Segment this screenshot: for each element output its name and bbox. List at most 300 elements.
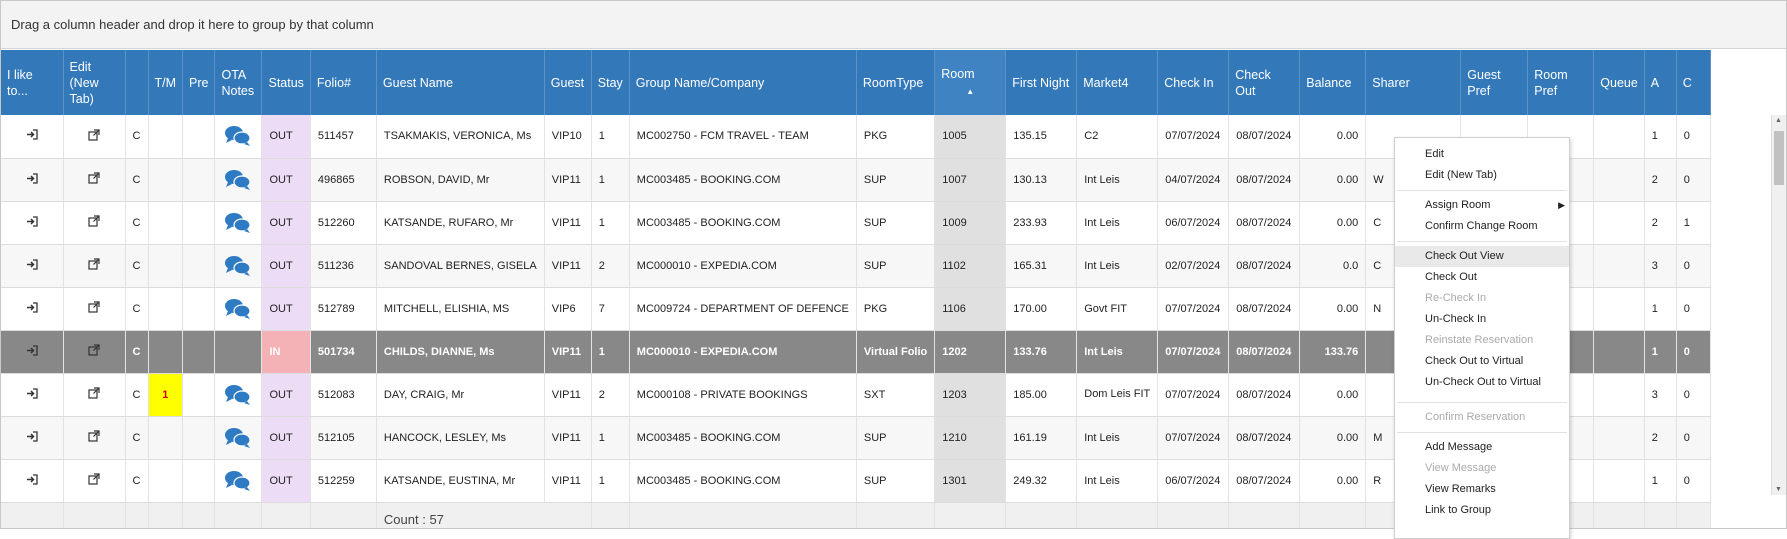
cell-balance: 0.0	[1300, 244, 1366, 287]
cell-room: 1106	[935, 287, 1006, 330]
cell-guest-name: KATSANDE, RUFARO, Mr	[376, 201, 544, 244]
cell-first-night: 249.32	[1006, 459, 1077, 502]
cell-check-in: 04/07/2024	[1158, 158, 1229, 201]
cell-market: Int Leis	[1077, 201, 1158, 244]
chat-bubbles-icon[interactable]	[224, 259, 252, 271]
cell-ota[interactable]	[215, 158, 262, 201]
cell-children: 0	[1676, 416, 1710, 459]
sign-in-icon[interactable]	[26, 131, 38, 143]
cell-sharer: C	[1366, 201, 1461, 244]
col-header-c[interactable]: C	[1676, 50, 1710, 115]
col-header-edit-new-tab[interactable]: Edit (New Tab)	[63, 50, 125, 115]
chat-bubbles-icon[interactable]	[224, 431, 252, 443]
cell-balance: 0.00	[1300, 416, 1366, 459]
footer-cell	[629, 502, 856, 529]
sign-in-icon[interactable]	[26, 390, 38, 402]
edit-new-tab-action[interactable]	[63, 330, 125, 373]
cell-folio: 512259	[310, 459, 376, 502]
col-header-guest[interactable]: Guest	[544, 50, 591, 115]
check-in-action[interactable]	[1, 201, 63, 244]
cell-market: Dom Leis FIT	[1077, 373, 1158, 416]
cell-market: C2	[1077, 115, 1158, 158]
edit-new-tab-action[interactable]	[63, 416, 125, 459]
cell-tm	[148, 244, 183, 287]
cell-company: MC003485 - BOOKING.COM	[629, 158, 856, 201]
cell-sharer: M	[1366, 416, 1461, 459]
cell-room: 1005	[935, 115, 1006, 158]
cell-check-out: 08/07/2024	[1229, 201, 1300, 244]
cell-check-in: 07/07/2024	[1158, 373, 1229, 416]
menu-separator	[1397, 432, 1567, 433]
col-header-a[interactable]: A	[1644, 50, 1676, 115]
col-header-folio[interactable]: Folio#	[310, 50, 376, 115]
cell-c: C	[125, 287, 148, 330]
cell-ota[interactable]	[215, 373, 262, 416]
menu-item-re-check-in: Re-Check In	[1425, 292, 1487, 304]
cell-stay: 7	[591, 287, 629, 330]
cell-first-night: 170.00	[1006, 287, 1077, 330]
cell-children: 1	[1676, 201, 1710, 244]
cell-folio: 512083	[310, 373, 376, 416]
vertical-scrollbar[interactable]	[1771, 115, 1786, 495]
cell-pre	[183, 158, 215, 201]
cell-ota[interactable]	[215, 115, 262, 158]
col-header-check-out[interactable]: Check Out	[1229, 50, 1300, 115]
footer-cell	[1006, 502, 1077, 529]
cell-check-out: 08/07/2024	[1229, 373, 1300, 416]
cell-queue	[1594, 459, 1645, 502]
cell-stay: 1	[591, 115, 629, 158]
footer-cell	[125, 502, 148, 529]
cell-first-night: 233.93	[1006, 201, 1077, 244]
col-header-balance[interactable]: Balance	[1300, 50, 1366, 115]
cell-adults: 2	[1644, 416, 1676, 459]
chat-bubbles-icon[interactable]	[224, 173, 252, 185]
col-header-tm[interactable]: T/M	[148, 50, 183, 115]
check-in-action[interactable]	[1, 158, 63, 201]
cell-check-in: 07/07/2024	[1158, 330, 1229, 373]
cell-tm: 1	[148, 373, 183, 416]
cell-guest-name: SANDOVAL BERNES, GISELA	[376, 244, 544, 287]
cell-children: 0	[1676, 459, 1710, 502]
cell-room-type: SUP	[856, 459, 934, 502]
menu-item-confirm-change-room[interactable]: Confirm Change Room	[1425, 220, 1538, 232]
cell-folio: 512260	[310, 201, 376, 244]
edit-new-tab-action[interactable]	[63, 287, 125, 330]
col-header-room-type[interactable]: RoomType	[856, 50, 934, 115]
cell-room-type: SUP	[856, 158, 934, 201]
cell-sharer: R	[1366, 459, 1461, 502]
footer-cell	[148, 502, 183, 529]
edit-new-tab-action[interactable]	[63, 459, 125, 502]
edit-new-tab-action[interactable]	[63, 244, 125, 287]
cell-adults: 1	[1644, 330, 1676, 373]
cell-children: 0	[1676, 373, 1710, 416]
scroll-down-icon[interactable]: ▼	[1775, 486, 1782, 493]
cell-sharer: C	[1366, 244, 1461, 287]
col-header-blank[interactable]	[125, 50, 148, 115]
sort-ascending-icon: ▲	[966, 86, 975, 96]
cell-pre	[183, 373, 215, 416]
menu-item-un-check-out-to-virtual[interactable]: Un-Check Out to Virtual	[1425, 376, 1541, 388]
cell-status: OUT	[262, 459, 310, 502]
cell-adults: 1	[1644, 287, 1676, 330]
check-in-action[interactable]	[1, 373, 63, 416]
external-link-icon[interactable]	[88, 433, 100, 445]
cell-c: C	[125, 201, 148, 244]
cell-company: MC009724 - DEPARTMENT OF DEFENCE	[629, 287, 856, 330]
col-header-queue[interactable]: Queue	[1594, 50, 1645, 115]
cell-pre	[183, 416, 215, 459]
cell-stay: 1	[591, 330, 629, 373]
external-link-icon[interactable]	[88, 304, 100, 316]
cell-adults: 1	[1644, 459, 1676, 502]
cell-stay: 1	[591, 459, 629, 502]
cell-first-night: 165.31	[1006, 244, 1077, 287]
footer-cell	[935, 502, 1006, 529]
footer-cell	[1077, 502, 1158, 529]
cell-first-night: 161.19	[1006, 416, 1077, 459]
cell-adults: 3	[1644, 373, 1676, 416]
footer-cell	[1300, 502, 1366, 529]
col-header-room-label: Room	[941, 66, 975, 81]
col-header-i-like-to[interactable]: I like to...	[1, 50, 63, 115]
cell-children: 0	[1676, 158, 1710, 201]
col-header-market4[interactable]: Market4	[1077, 50, 1158, 115]
sign-in-icon[interactable]	[26, 261, 38, 273]
menu-item-add-message[interactable]: Add Message	[1425, 441, 1493, 453]
cell-tm	[148, 416, 183, 459]
cell-first-night: 133.76	[1006, 330, 1077, 373]
cell-c: C	[125, 416, 148, 459]
col-header-group-company[interactable]: Group Name/Company	[629, 50, 856, 115]
footer-cell	[215, 502, 262, 529]
cell-pre	[183, 287, 215, 330]
footer-cell	[1, 502, 63, 529]
cell-queue	[1594, 201, 1645, 244]
col-header-stay[interactable]: Stay	[591, 50, 629, 115]
cell-market: Govt FIT	[1077, 287, 1158, 330]
cell-queue	[1594, 330, 1645, 373]
cell-guest: VIP11	[544, 373, 591, 416]
cell-pre	[183, 330, 215, 373]
cell-market: Int Leis	[1077, 158, 1158, 201]
cell-stay: 2	[591, 244, 629, 287]
cell-c: C	[125, 459, 148, 502]
record-count: Count : 57	[383, 511, 444, 527]
cell-tm	[148, 115, 183, 158]
cell-room: 1202	[935, 330, 1006, 373]
external-link-icon[interactable]	[88, 347, 100, 359]
cell-folio: 512789	[310, 287, 376, 330]
edit-new-tab-action[interactable]	[63, 158, 125, 201]
col-header-guest-pref[interactable]: Guest Pref	[1461, 50, 1528, 115]
menu-item-link-to-group[interactable]: Link to Group	[1425, 504, 1492, 516]
cell-guest-name: KATSANDE, EUSTINA, Mr	[376, 459, 544, 502]
cell-folio: 511236	[310, 244, 376, 287]
cell-pre	[183, 459, 215, 502]
cell-company: MC002750 - FCM TRAVEL - TEAM	[629, 115, 856, 158]
footer-cell	[183, 502, 215, 529]
cell-first-night: 130.13	[1006, 158, 1077, 201]
cell-adults: 2	[1644, 158, 1676, 201]
check-in-action[interactable]	[1, 330, 63, 373]
cell-balance: 0.00	[1300, 459, 1366, 502]
cell-guest: VIP11	[544, 459, 591, 502]
cell-folio: 496865	[310, 158, 376, 201]
cell-ota[interactable]	[215, 459, 262, 502]
cell-queue	[1594, 416, 1645, 459]
footer-cell	[856, 502, 934, 529]
cell-guest: VIP10	[544, 115, 591, 158]
footer-count-cell	[376, 502, 591, 529]
cell-check-out: 08/07/2024	[1229, 115, 1300, 158]
cell-tm	[148, 158, 183, 201]
cell-guest: VIP11	[544, 244, 591, 287]
menu-item-check-out-to-virtual[interactable]: Check Out to Virtual	[1425, 355, 1524, 367]
cell-guest: VIP11	[544, 330, 591, 373]
col-header-pre[interactable]: Pre	[183, 50, 215, 115]
cell-guest: VIP11	[544, 158, 591, 201]
cell-check-in: 06/07/2024	[1158, 201, 1229, 244]
external-link-icon[interactable]	[88, 175, 100, 187]
footer-cell	[1229, 502, 1300, 529]
cell-check-in: 07/07/2024	[1158, 416, 1229, 459]
cell-status: OUT	[262, 373, 310, 416]
cell-guest: VIP11	[544, 416, 591, 459]
cell-status: OUT	[262, 201, 310, 244]
cell-company: MC003485 - BOOKING.COM	[629, 459, 856, 502]
menu-item-view-message: View Message	[1425, 462, 1497, 474]
cell-room-type: SUP	[856, 416, 934, 459]
row-context-menu	[1394, 137, 1570, 539]
cell-pre	[183, 244, 215, 287]
cell-ota[interactable]	[215, 201, 262, 244]
cell-guest: VIP6	[544, 287, 591, 330]
sign-in-icon[interactable]	[26, 347, 38, 359]
cell-stay: 2	[591, 373, 629, 416]
cell-room: 1007	[935, 158, 1006, 201]
cell-guest-name: DAY, CRAIG, Mr	[376, 373, 544, 416]
footer-cell	[1644, 502, 1676, 529]
col-header-room[interactable]	[935, 50, 1006, 115]
cell-company: MC003485 - BOOKING.COM	[629, 201, 856, 244]
external-link-icon[interactable]	[88, 132, 100, 144]
cell-check-in: 06/07/2024	[1158, 459, 1229, 502]
cell-room-type: SUP	[856, 201, 934, 244]
cell-tm	[148, 330, 183, 373]
cell-balance: 0.00	[1300, 201, 1366, 244]
edit-new-tab-action[interactable]	[63, 373, 125, 416]
cell-company: MC003485 - BOOKING.COM	[629, 416, 856, 459]
external-link-icon[interactable]	[88, 476, 100, 488]
sign-in-icon[interactable]	[26, 218, 38, 230]
menu-item-edit[interactable]: Edit	[1425, 148, 1444, 160]
external-link-icon[interactable]	[88, 218, 100, 230]
menu-item-check-out-view[interactable]: Check Out View	[1395, 246, 1569, 267]
cell-status: OUT	[262, 158, 310, 201]
cell-room-type: Virtual Folio	[856, 330, 934, 373]
cell-stay: 1	[591, 158, 629, 201]
menu-item-assign-room[interactable]	[1395, 195, 1569, 216]
cell-check-out: 08/07/2024	[1229, 459, 1300, 502]
external-link-icon[interactable]	[88, 261, 100, 273]
cell-queue	[1594, 244, 1645, 287]
cell-check-in: 07/07/2024	[1158, 287, 1229, 330]
cell-pre	[183, 115, 215, 158]
cell-company: MC000108 - PRIVATE BOOKINGS	[629, 373, 856, 416]
menu-separator	[1397, 241, 1567, 242]
cell-check-out: 08/07/2024	[1229, 416, 1300, 459]
cell-market: Int Leis	[1077, 330, 1158, 373]
check-in-action[interactable]	[1, 244, 63, 287]
cell-children: 0	[1676, 287, 1710, 330]
cell-tm	[148, 459, 183, 502]
chat-bubbles-icon[interactable]	[224, 216, 252, 228]
cell-pre	[183, 201, 215, 244]
cell-stay: 1	[591, 201, 629, 244]
sign-in-icon[interactable]	[26, 433, 38, 445]
menu-item-edit-new-tab[interactable]: Edit (New Tab)	[1425, 169, 1497, 181]
menu-item-assign-room-label: Assign Room	[1425, 199, 1491, 211]
cell-ota[interactable]	[215, 244, 262, 287]
footer-cell	[262, 502, 310, 529]
scroll-up-icon[interactable]: ▲	[1775, 117, 1782, 124]
cell-children: 0	[1676, 330, 1710, 373]
sign-in-icon[interactable]	[26, 304, 38, 316]
cell-market: Int Leis	[1077, 244, 1158, 287]
cell-folio: 512105	[310, 416, 376, 459]
cell-status: IN	[262, 330, 310, 373]
cell-folio: 501734	[310, 330, 376, 373]
cell-ota[interactable]	[215, 416, 262, 459]
cell-tm	[148, 201, 183, 244]
footer-cell	[1158, 502, 1229, 529]
col-header-room-pref[interactable]: Room Pref	[1528, 50, 1594, 115]
cell-guest-name: MITCHELL, ELISHIA, MS	[376, 287, 544, 330]
cell-sharer: W	[1366, 158, 1461, 201]
cell-ota[interactable]	[215, 330, 262, 373]
cell-queue	[1594, 287, 1645, 330]
check-in-action[interactable]	[1, 459, 63, 502]
col-header-first-night[interactable]: First Night	[1006, 50, 1077, 115]
cell-room: 1009	[935, 201, 1006, 244]
cell-balance: 0.00	[1300, 115, 1366, 158]
cell-room-type: SUP	[856, 244, 934, 287]
sign-in-icon[interactable]	[26, 476, 38, 488]
cell-status: OUT	[262, 416, 310, 459]
cell-room: 1301	[935, 459, 1006, 502]
chat-bubbles-icon[interactable]	[224, 388, 252, 400]
submenu-arrow-icon: ▶	[1558, 200, 1565, 210]
cell-first-night: 185.00	[1006, 373, 1077, 416]
cell-tm	[148, 287, 183, 330]
cell-adults: 2	[1644, 201, 1676, 244]
cell-market: Int Leis	[1077, 459, 1158, 502]
menu-separator	[1397, 190, 1567, 191]
col-header-sharer[interactable]: Sharer	[1366, 50, 1461, 115]
cell-room: 1210	[935, 416, 1006, 459]
cell-children: 0	[1676, 244, 1710, 287]
cell-room-type: SXT	[856, 373, 934, 416]
cell-status: OUT	[262, 115, 310, 158]
cell-company: MC000010 - EXPEDIA.COM	[629, 244, 856, 287]
cell-check-out: 08/07/2024	[1229, 158, 1300, 201]
edit-new-tab-action[interactable]	[63, 115, 125, 158]
cell-c: C	[125, 244, 148, 287]
cell-balance: 133.76	[1300, 330, 1366, 373]
cell-guest-name: CHILDS, DIANNE, Ms	[376, 330, 544, 373]
cell-check-in: 02/07/2024	[1158, 244, 1229, 287]
footer-cell	[591, 502, 629, 529]
col-header-guest-name[interactable]: Guest Name	[376, 50, 544, 115]
footer-cell	[1676, 502, 1710, 529]
cell-status: OUT	[262, 244, 310, 287]
menu-item-view-remarks[interactable]: View Remarks	[1425, 483, 1496, 495]
footer-cell	[310, 502, 376, 529]
cell-c: C	[125, 158, 148, 201]
footer-cell	[1594, 502, 1645, 529]
check-in-action[interactable]	[1, 115, 63, 158]
chat-bubbles-icon[interactable]	[224, 130, 252, 142]
cell-status: OUT	[262, 287, 310, 330]
cell-room-type: PKG	[856, 115, 934, 158]
chat-bubbles-icon[interactable]	[224, 474, 252, 486]
cell-room-type: PKG	[856, 287, 934, 330]
cell-ota[interactable]	[215, 287, 262, 330]
cell-c: C	[125, 330, 148, 373]
cell-c: C	[125, 373, 148, 416]
cell-room: 1102	[935, 244, 1006, 287]
header-row	[1, 50, 1710, 115]
check-in-action[interactable]	[1, 416, 63, 459]
cell-stay: 1	[591, 416, 629, 459]
group-by-drop-zone[interactable]	[1, 1, 1786, 49]
cell-check-out: 08/07/2024	[1229, 287, 1300, 330]
cell-balance: 0.00	[1300, 373, 1366, 416]
scrollbar-thumb[interactable]	[1774, 131, 1784, 185]
edit-new-tab-action[interactable]	[63, 201, 125, 244]
col-header-status[interactable]: Status	[262, 50, 310, 115]
menu-item-reinstate-reservation: Reinstate Reservation	[1425, 334, 1534, 346]
group-by-hint: Drag a column header and drop it here to group by that column	[11, 17, 374, 32]
cell-check-in: 07/07/2024	[1158, 115, 1229, 158]
cell-market: Int Leis	[1077, 416, 1158, 459]
cell-guest-name: HANCOCK, LESLEY, Ms	[376, 416, 544, 459]
cell-children: 0	[1676, 115, 1710, 158]
menu-item-confirm-reservation: Confirm Reservation	[1425, 411, 1526, 423]
cell-c: C	[125, 115, 148, 158]
external-link-icon[interactable]	[88, 390, 100, 402]
menu-item-un-check-in[interactable]: Un-Check In	[1425, 313, 1487, 325]
cell-room: 1203	[935, 373, 1006, 416]
cell-company: MC000010 - EXPEDIA.COM	[629, 330, 856, 373]
col-header-check-in[interactable]: Check In	[1158, 50, 1229, 115]
cell-queue	[1594, 115, 1645, 158]
sign-in-icon[interactable]	[26, 175, 38, 187]
cell-balance: 0.00	[1300, 287, 1366, 330]
chat-bubbles-icon[interactable]	[224, 302, 252, 314]
footer-cell	[63, 502, 125, 529]
cell-folio: 511457	[310, 115, 376, 158]
check-in-action[interactable]	[1, 287, 63, 330]
menu-separator	[1397, 402, 1567, 403]
col-header-ota-notes[interactable]: OTA Notes	[215, 50, 262, 115]
cell-sharer: N	[1366, 287, 1461, 330]
menu-item-check-out[interactable]: Check Out	[1425, 271, 1477, 283]
cell-adults: 3	[1644, 244, 1676, 287]
cell-adults: 1	[1644, 115, 1676, 158]
